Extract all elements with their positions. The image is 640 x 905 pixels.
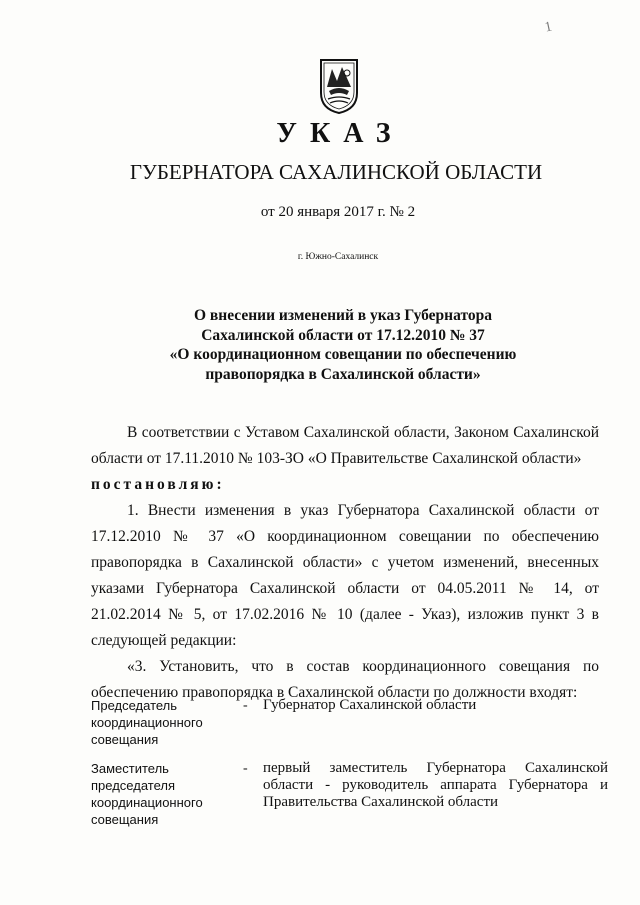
decree-title: УКАЗ <box>276 118 404 149</box>
heading-line: правопорядка в Сахалинской области» <box>205 365 481 383</box>
decree-heading <box>0 306 640 384</box>
heading-line: О внесении изменений в указ Губернатора <box>194 307 492 324</box>
member-position: Заместитель председателя координационного совещания <box>91 761 203 827</box>
member-dash: - <box>243 698 248 713</box>
member-description: первый заместитель Губернатора Сахалинской области - руководитель аппарата Губернатора и Правительства Сахалинской области <box>263 760 608 810</box>
decree-issuer: ГУБЕРНАТОРА САХАЛИНСКОЙ ОБЛАСТИ <box>129 160 543 184</box>
decree-city: г. Южно-Сахалинск <box>297 252 379 262</box>
member-dash: - <box>243 761 248 776</box>
decree-date-number: от 20 января 2017 г. № 2 <box>260 204 416 220</box>
decree-body <box>91 420 599 706</box>
item-3-paragraph: «3. Установить, что в состав координационного совещания по обеспечению правопорядка в Сахалинской области по должности входят: <box>91 658 599 701</box>
member-row <box>91 697 611 748</box>
heading-line: «О координационном совещании по обеспечению <box>169 346 517 363</box>
heading-line: Сахалинской области от 17.12.2010 № 37 <box>201 326 485 344</box>
decree-word: постановляю: <box>91 476 225 493</box>
members-list <box>91 697 611 840</box>
member-position: Председатель координационного совещания <box>91 698 203 747</box>
decree-word-paragraph <box>91 472 599 498</box>
preamble-paragraph: В соответствии с Уставом Сахалинской области, Законом Сахалинской области от 17.11.2010 № 103-ЗО «О Правительстве Сахалинской области» <box>91 424 599 467</box>
member-description: Губернатор Сахалинской области <box>263 697 477 713</box>
coat-of-arms-emblem <box>318 57 360 115</box>
page-corner-mark: 1 <box>543 19 554 36</box>
member-row <box>91 760 611 828</box>
item-1-paragraph: 1. Внести изменения в указ Губернатора Сахалинской области от 17.12.2010 № 37 «О координационном совещании по обеспечению правопорядка в Сахалинской области» с учетом изменений, внесенных указами Губернатора Сахалинской области от 04.05.2011 № 14, от 21.02.2014 № 5, от 17.02.2016 № 10 (далее - Указ), изложив пункт 3 в следующей редакции: <box>91 502 599 649</box>
